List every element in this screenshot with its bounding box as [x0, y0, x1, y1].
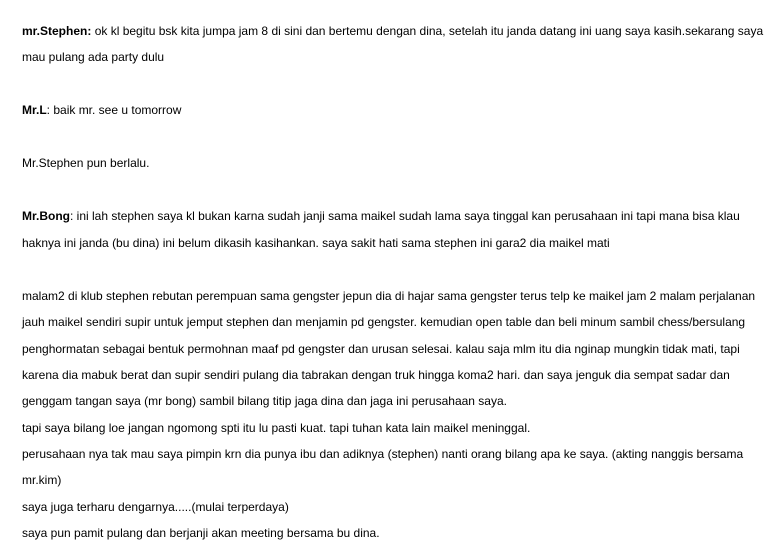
dialogue-line [22, 50, 766, 64]
story-line: karena dia mabuk berat dan supir sendiri pulang dia tabrakan dengan truk hingga koma2 hari. dan saya jenguk dia sempat sadar dan [22, 368, 730, 382]
dialogue-text: : ini lah stephen saya kl bukan karna sudah janji sama maikel sudah lama saya tinggal kan perusahaan ini tapi mana bisa klau [70, 209, 740, 223]
dialogue-text: mau pulang ada party dulu [22, 50, 165, 64]
story-line: malam2 di klub stephen rebutan perempuan sama gengster jepun dia di hajar sama gengster terus telp ke maikel jam 2 malam perjalanan [22, 289, 756, 303]
story-line: saya juga terharu dengarnya.....(mulai terperdaya) [22, 500, 289, 514]
story-line: genggam tangan saya (mr bong) sambil bilang titip jaga dina dan jaga ini perusahaan saya. [22, 394, 507, 408]
story-line: saya pun pamit pulang dan berjanji akan meeting bersama bu dina. [22, 526, 380, 540]
dialogue-text: : baik mr. see u tomorrow [46, 103, 182, 117]
dialogue-text: haknya ini janda (bu dina) ini belum dikasih kasihankan. saya sakit hati sama stephen ini gara2 dia maikel mati [22, 236, 610, 250]
dialogue-line [22, 24, 766, 38]
story-line: tapi saya bilang loe jangan ngomong spti itu lu pasti kuat. tapi tuhan kata lain maikel meninggal. [22, 421, 531, 435]
speaker-name: Mr.Bong [22, 209, 70, 223]
dialogue-line [22, 103, 766, 117]
story-line: jauh maikel sendiri supir untuk jemput stephen dan menjamin pd gengster. kemudian open table dan beli minum sambil chess/bersulang [22, 315, 746, 329]
dialogue-line [22, 236, 766, 250]
story-line: mr.kim) [22, 473, 62, 487]
story-line: perusahaan nya tak mau saya pimpin krn dia punya ibu dan adiknya (stephen) nanti orang bilang apa ke saya. (akting nanggis bersama [22, 447, 744, 461]
story-line: penghormatan sebagai bentuk permohnan maaf pd gengster dan urusan selesai. kalau saja mlm itu dia nginap mungkin tidak mati, tapi [22, 342, 740, 356]
dialogue-line [22, 209, 766, 223]
speaker-name: mr.Stephen: [22, 24, 92, 38]
speaker-name: Mr.L [22, 103, 47, 117]
dialogue-text: ok kl begitu bsk kita jumpa jam 8 di sini dan bertemu dengan dina, setelah itu janda datang ini uang saya kasih.sekarang saya [91, 24, 764, 38]
narration-line: Mr.Stephen pun berlalu. [22, 156, 150, 170]
